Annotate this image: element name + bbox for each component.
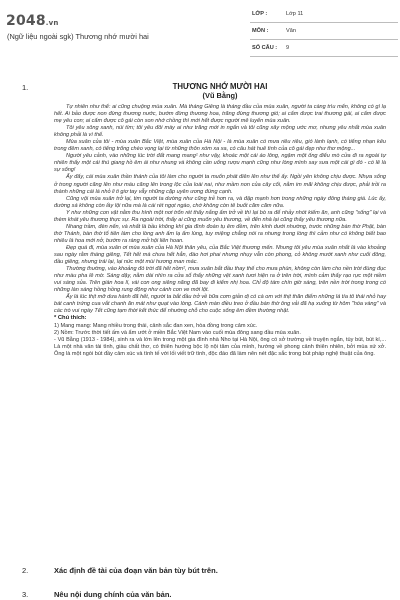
passage-paragraph: Nhang trầm, đèn nến, và nhất là bầu không khí gia đình đoàn tụ êm đềm, trên kính dưới nhường, trước những bàn thờ Phật, bàn thờ Thánh, bàn thờ tổ tiên làm cho lòng anh ấm lạ ấm lùng, tuy miệng chẳng nói ra nhưng trong lòng thì cảm như có không biết bao nhiêu là hoa mới nở, bướm ra ràng mở hội liên hoan. — [54, 223, 386, 244]
passage-author: (Vũ Bằng) — [202, 91, 238, 100]
passage-paragraph: Y như những con vật nằm thu hình một nơi trốn rét thấy nắng ấm trở về thì lại bò ra để nhảy nhót kiếm ăn, anh cũng "sống" lại và thèm khát yêu thương thực sự. Ra ngoài trời, thấy ai cũng muốn yêu thương, về đến nhà lại cũng thấy yêu thương nữa. — [54, 209, 386, 223]
meta-value: Văn — [286, 28, 296, 34]
passage-paragraph: Mùa xuân của tôi - mùa xuân Bắc Việt, mùa xuân của Hà Nội - là mùa xuân có mưa riêu riêu, gió lành lạnh, có tiếng nhạn kêu trong đêm xanh, có tiếng trống chèo vọng lại từ những thôn xóm xa xa, có câu hát huê tình của cô gái đẹp như thơ mộng... — [54, 139, 386, 153]
meta-row-question-count — [250, 43, 398, 57]
logo-main: 2048 — [6, 13, 46, 29]
question-number: 1. — [22, 83, 29, 92]
passage-paragraph: Đẹp quá đi, mùa xuân ơi mùa xuân của Hà Nội thân yêu, của Bắc Việt thương mến. Nhưng tôi yêu mùa xuân nhất là vào khoảng sau ngày rằm tháng giêng, Tết hết mà chưa hết hẳn, đào hơi phai nhưng nhụy vẫn còn phong, cỏ không mướt xanh như cuối đông, đầu giêng, nhưng trái lại, lại nức một mùi hương man mác. — [54, 244, 386, 266]
notes-title: * Chú thích: — [54, 315, 87, 322]
passage-paragraph: Tự nhiên như thế: ai cũng chuộng mùa xuân. Mà tháng Giêng là tháng đầu của mùa xuân, người ta càng trìu mến, không có gì lạ hết. Ai bảo được non đừng thương nước, bướm đừng thương hoa, trăng đừng thương gió; ai cấm được trai thương gái, ai cấm được mẹ yêu con; ai cấm được cô gái còn son nhớ chồng thì mới hết được người mê luyến mùa xuân. — [54, 104, 386, 125]
note-item: - Vũ Bằng (1913 - 1984), sinh ra và lớn lên trong một gia đình nhà Nho tại Hà Nội, ông có sở trường về truyện ngắn, tùy bút, bút kí,... Là một nhà văn tài tình, giàu chất thơ, có thiên hướng bộc lộ nội tâm của mình, hướng về phong cảnh thiên nhiên, bởi mùa xứ xở. Ông là một ngòi bút đầy cảm xúc và tình tế với lối viết trữ tình, độc đáo đã làm nên nét đặc sắc trong bút pháp nghệ thuật của ông. — [54, 336, 386, 357]
passage — [54, 82, 386, 358]
passage-paragraph: Người yêu cảnh, vào những lúc trời đất mang mang¹ như vậy, khoác một cái áo lông, ngậm một ống điếu mò cửa đi ra ngoài tự nhiên thấy một cái thú giang hồ êm ái như nhung và không cần uống rượu mạnh cũng như lòng mình say sưa một cái gì đó - có lẽ là sự sống! — [54, 153, 386, 174]
passage-paragraph: Ấy là lúc thịt mỡ dưa hành đã hết, người ta bắt đầu trở về bữa cơm giản dị có cà om với thịt thăn điểm những lá tía tô thái nhỏ hay bát canh trứng cua vắt chanh ăn mát như quạt vào lòng. Cánh màn điều treo ở đầu bàn thờ ông vải đã hạ xuống từ hôm "hóa vàng" và các trò vui ngày Tết cũng tạm thời kết thúc để nhường chỗ cho cuộc sống êm đềm thường nhật. — [54, 294, 386, 315]
note-item: 2) Nồm: Trước thời tiết ấm và ẩm ướt ở miền Bắc Việt Nam vào cuối mùa đông sang đầu mùa xuân. — [54, 329, 301, 336]
note-item: 1) Mang mang: Mang nhiều trong thái, cảnh sắc đan xen, hòa đồng trong cảm xúc. — [54, 322, 258, 329]
passage-paragraph: Tôi yêu sông xanh, núi tím; tôi yêu đôi mày ai như trăng mới in ngấn và tôi cũng xây mộng ước mơ, nhưng yêu nhất mùa xuân không phải là vì thế. — [54, 125, 386, 139]
question-number: 2. — [22, 566, 29, 575]
meta-label: LỚP : — [252, 11, 268, 17]
passage-title: THƯƠNG NHỚ MƯỜI HAI — [172, 82, 268, 91]
meta-row-subject — [250, 26, 398, 40]
meta-value: Lớp 11 — [286, 11, 304, 17]
question-text: Xác định đề tài của đoạn văn bản tùy bút trên. — [54, 566, 218, 575]
question-3 — [22, 590, 172, 599]
question-2 — [22, 566, 218, 575]
logo-suffix: .vn — [45, 19, 59, 27]
question-text: Nêu nội dung chính của văn bản. — [54, 590, 172, 599]
meta-box — [250, 9, 398, 60]
meta-row-class — [250, 9, 398, 23]
passage-paragraph: Cũng vội mùa xuân trở lại, tim người ta dường như cũng trẻ hơn ra, và đập mạnh hơn trong những ngày đông tháng giá. Lúc ấy, đường sá không còn lầy lội nữa mà là cái rét ngọt ngào, chớ không còn tê buốt căm căm nữa. — [54, 195, 386, 209]
passage-paragraph: Ấy đấy, cái mùa xuân thần thánh của tôi làm cho người ta muốn phát điên lên như thế ấy. Ngồi yên không chịu được. Nhựa sống ở trong người căng lên như máu căng lên trong lộc của loài nai, như mầm non của cây cối, nằm im mãi không chịu được, phải trồi ra thành những cái lá nhỏ li ti giơ tay vẫy những cặp uyên ương đứng cạnh. — [54, 174, 386, 195]
meta-label: MÔN : — [252, 28, 269, 34]
meta-label: SỐ CÂU : — [252, 45, 278, 51]
passage-paragraph: Thường thường, vào khoảng đó trời đã hết nồm², mưa xuân bắt đầu thay thế cho mưa phùn, không còn làm cho nền trời đùng đục như màu pha lê mờ. Sáng dậy, nằm dài nhìn ra cửa sổ thấy những vệt xanh tươi hiện ra ở trên trời, mình cảm thấy rạo rực một niềm vui sáng sủa. Trên giàn hoa lí, vài con ong siêng năng đã bay đi kiếm nhị hoa. Chỉ độ tám chín giờ sáng, trên nền trời trong trong có những làn sáng hồng hồng rung động như cánh con ve mới lột. — [54, 266, 386, 294]
question-number: 3. — [22, 590, 29, 599]
meta-value: 9 — [286, 45, 290, 51]
site-logo[interactable] — [6, 13, 59, 29]
source-note: (Ngữ liệu ngoài sgk) Thương nhớ mười hai — [7, 32, 149, 41]
page-header — [0, 0, 400, 52]
